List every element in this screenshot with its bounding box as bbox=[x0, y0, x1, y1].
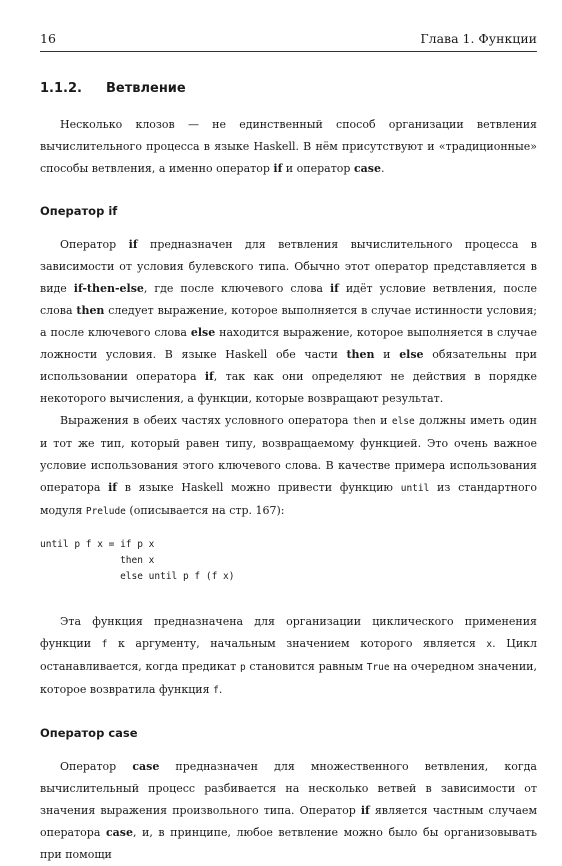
inline-code: then bbox=[352, 416, 376, 427]
text-run: является частным случаем оператора bbox=[40, 804, 537, 839]
text-run: обязательны при использовании оператора bbox=[40, 348, 537, 383]
text-run: Выражения в обеих частях условного оператора bbox=[60, 414, 353, 427]
inline-code: until bbox=[400, 483, 430, 494]
page bbox=[40, 30, 537, 866]
text-run: на очередном значении, которое возвратила функция bbox=[40, 660, 537, 696]
code-listing bbox=[40, 537, 537, 585]
section-number: 1.1.2. bbox=[40, 81, 82, 96]
code-line: until p f x = if p x bbox=[40, 539, 155, 550]
keyword: case bbox=[105, 826, 133, 839]
case-paragraph-1 bbox=[40, 756, 537, 866]
text-run: к аргументу, начальным значением которого является bbox=[107, 637, 487, 650]
inline-code: f bbox=[101, 639, 108, 650]
keyword: if bbox=[273, 162, 283, 175]
section-title: Ветвление bbox=[106, 81, 186, 96]
text-run: следует выражение, которое выполняется в случае истинности условия; а после ключевого слова bbox=[40, 304, 537, 339]
inline-code: f bbox=[213, 685, 219, 696]
text-run: в языке Haskell можно привести функцию bbox=[117, 481, 401, 494]
keyword: if bbox=[329, 282, 339, 295]
text-run: и bbox=[374, 348, 400, 361]
inline-code: else bbox=[391, 416, 415, 427]
text-run: (описывается на стр. 167): bbox=[125, 504, 285, 517]
text-run: предназначен для ветвления вычислительного процесса в зависимости от условия булевского типа. Обычно этот оператор представляется в виде bbox=[40, 238, 537, 295]
text-run: идёт условие ветвления, после слова bbox=[40, 282, 537, 317]
text-run: . bbox=[380, 162, 385, 175]
if-paragraph-2 bbox=[40, 410, 537, 523]
subsection-heading-if: Оператор if bbox=[40, 204, 118, 218]
keyword: if-then-else bbox=[73, 282, 144, 295]
inline-code: Prelude bbox=[85, 506, 126, 517]
text-run: Несколько клозов — не единственный способ организации ветвления вычислительного процесса в языке Haskell. В нём присутствуют и «традиционные» способы ветвления, а именно оператор bbox=[40, 118, 537, 175]
text-run: . bbox=[218, 683, 223, 696]
keyword: if bbox=[360, 804, 370, 817]
page-number: 16 bbox=[40, 31, 56, 46]
chapter-title: Глава 1. Функции bbox=[420, 31, 537, 46]
running-header bbox=[40, 30, 537, 52]
keyword: then bbox=[346, 348, 375, 361]
keyword: else bbox=[190, 326, 216, 339]
section-heading bbox=[40, 80, 537, 98]
intro-paragraph bbox=[40, 114, 537, 180]
text-run: Оператор bbox=[60, 238, 129, 251]
keyword: case bbox=[132, 760, 160, 773]
inline-code: x bbox=[486, 639, 493, 650]
text-run: , и, в принципе, любое ветвление можно было бы организовывать при помощи bbox=[40, 826, 537, 861]
keyword: if bbox=[128, 238, 138, 251]
text-run: Оператор bbox=[60, 760, 133, 773]
keyword: then bbox=[76, 304, 105, 317]
text-run: предназначен для множественного ветвления, когда вычислительный процесс разбивается на несколько ветвей в зависимости от значения выражения произвольного типа. Оператор bbox=[40, 760, 537, 817]
text-run: из стандартного модуля bbox=[40, 481, 537, 517]
text-run: находится выражение, которое выполняется в случае ложности условия. В языке Haskell обе части bbox=[40, 326, 537, 361]
keyword: else bbox=[399, 348, 424, 361]
if-paragraph-3 bbox=[40, 611, 537, 702]
code-line: then x bbox=[40, 555, 155, 566]
text-run: . Цикл останавливается, когда предикат bbox=[40, 637, 538, 673]
inline-code: True bbox=[366, 662, 390, 673]
text-run: Эта функция предназначена для организации циклического применения функции bbox=[40, 615, 537, 650]
if-paragraph-1 bbox=[40, 234, 537, 410]
keyword: if bbox=[204, 370, 214, 383]
keyword: case bbox=[353, 162, 381, 175]
text-run: , так как они определяют не действия в порядке некоторого вычисления, а функции, которые возвращают результат. bbox=[40, 370, 537, 405]
subsection-heading-case: Оператор case bbox=[40, 726, 138, 740]
text-run: и bbox=[375, 414, 392, 427]
keyword: if bbox=[108, 481, 117, 494]
text-run: и оператор bbox=[282, 162, 354, 175]
text-run: должны иметь один и тот же тип, который равен типу, возвращаемому функцией. Это очень важное условие использования этого ключевого слова. В качестве примера использования оператора bbox=[40, 414, 538, 494]
code-line: else until p f (f x) bbox=[40, 571, 235, 582]
inline-code: p bbox=[239, 662, 246, 673]
text-run: становится равным bbox=[245, 660, 367, 673]
text-run: , где после ключевого слова bbox=[143, 282, 330, 295]
